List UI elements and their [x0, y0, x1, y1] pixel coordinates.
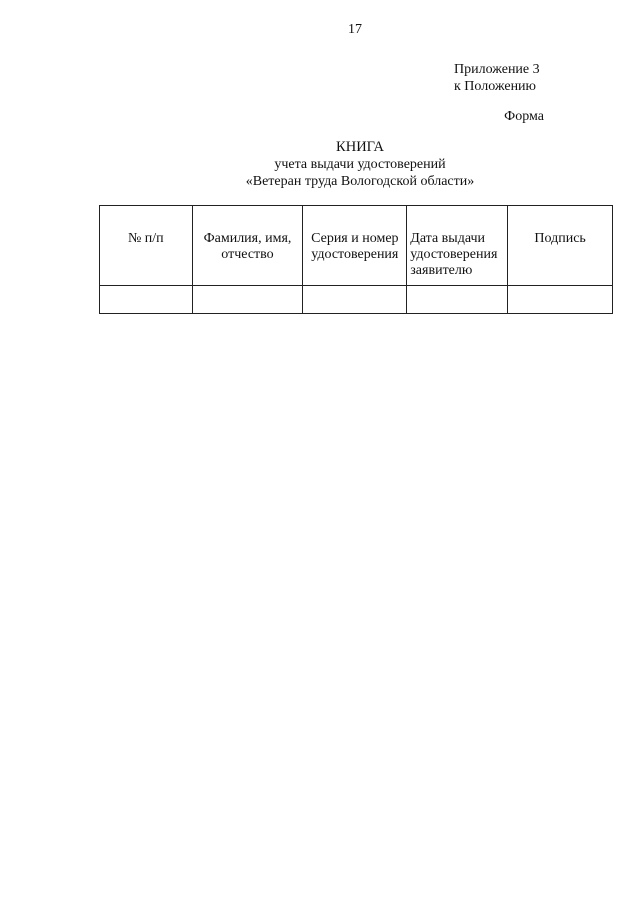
header-series-number: Серия и номер удостоверения	[303, 206, 407, 286]
header-signature: Подпись	[508, 206, 613, 286]
title-subtitle-name: «Ветеран труда Вологодской области»	[245, 174, 475, 189]
table-header-row	[100, 206, 613, 286]
table-cell[interactable]	[407, 286, 508, 314]
form-label: Форма	[504, 109, 544, 124]
register-table	[99, 205, 613, 314]
title-subtitle: учета выдачи удостоверений	[274, 157, 446, 172]
table-cell[interactable]	[508, 286, 613, 314]
appendix-reference	[454, 61, 540, 95]
appendix-line-1: Приложение 3	[454, 62, 540, 77]
title-main: КНИГА	[336, 139, 384, 155]
header-number: № п/п	[100, 206, 193, 286]
header-issue-date: Дата выдачи удостоверения заявителю	[407, 206, 508, 286]
table-cell[interactable]	[303, 286, 407, 314]
table-cell[interactable]	[100, 286, 193, 314]
appendix-line-2: к Положению	[454, 79, 537, 94]
table-row	[100, 286, 613, 314]
header-full-name: Фамилия, имя, отчество	[192, 206, 303, 286]
document-title	[180, 139, 540, 190]
table-cell[interactable]	[192, 286, 303, 314]
page-number: 17	[348, 22, 362, 37]
